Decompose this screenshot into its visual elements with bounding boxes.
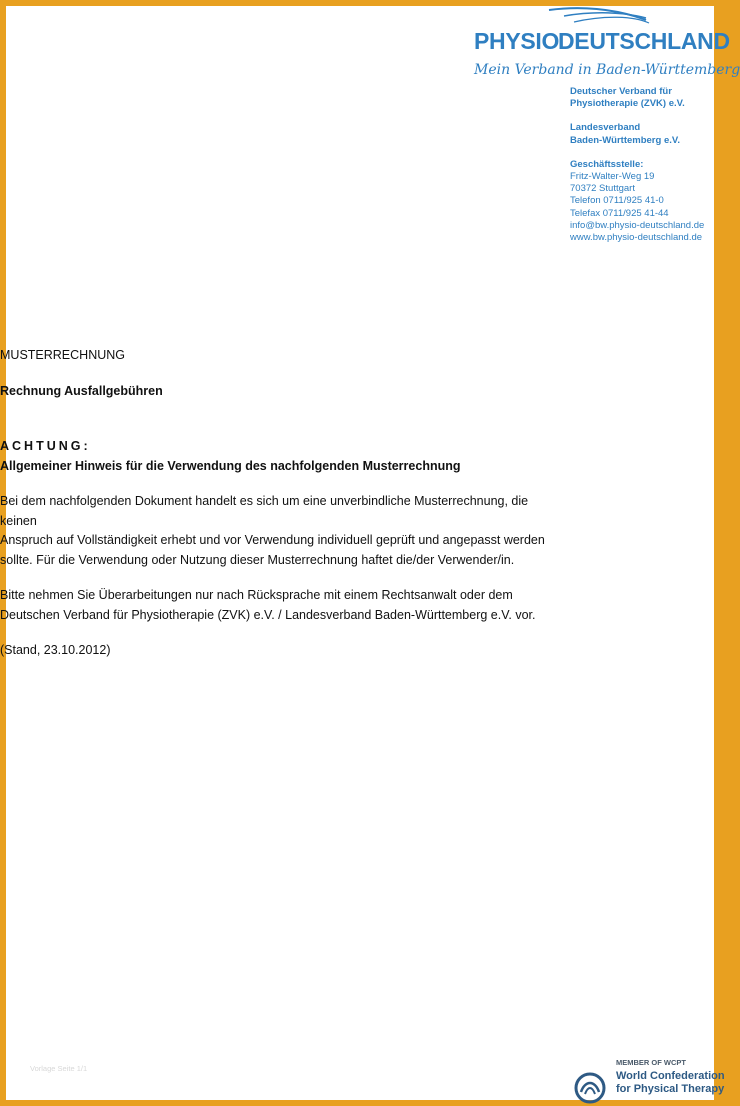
wcpt-globe-icon bbox=[572, 1072, 608, 1104]
document-label: MUSTERRECHNUNG bbox=[0, 348, 125, 362]
office-email: info@bw.physio-deutschland.de bbox=[570, 219, 705, 231]
document-page bbox=[0, 6, 740, 1100]
status-date: (Stand, 23.10.2012) bbox=[0, 643, 111, 657]
wcpt-member-label: MEMBER OF WCPT bbox=[616, 1058, 686, 1067]
paragraph1-line1: Bei dem nachfolgenden Dokument handelt es sich um eine unverbindliche Musterrechnung, die keinen bbox=[0, 494, 529, 528]
office-fax: Telefax 0711/925 41-44 bbox=[570, 207, 669, 219]
physio-deutschland-logo bbox=[474, 6, 740, 88]
lv-name-line1: Landesverband bbox=[570, 122, 641, 134]
sender-address-block bbox=[570, 86, 704, 244]
wcpt-org-name bbox=[616, 1070, 725, 1096]
paragraph1-line3: sollte. Für die Verwendung oder Nutzung dieser Musterrechnung haftet die/der Verwender/in. bbox=[0, 552, 515, 567]
document-body bbox=[0, 346, 560, 661]
footer-faint-text: Vorlage Seite 1/1 bbox=[30, 1064, 88, 1073]
logo-word-deutschland: DEUTSCHLAND bbox=[558, 28, 730, 54]
attention-heading: ACHTUNG: bbox=[0, 439, 91, 453]
logo-tagline: Mein Verband in Baden-Württemberg bbox=[474, 62, 740, 78]
paragraph1-line2: Anspruch auf Vollständigkeit erhebt und vor Verwendung individuell geprüft und angepasst werden bbox=[0, 533, 545, 547]
paragraph2-line1: Bitte nehmen Sie Überarbeitungen nur nach Rücksprache mit einem Rechtsanwalt oder dem bbox=[0, 588, 513, 602]
wcpt-org-line1: World Confederation bbox=[616, 1070, 725, 1082]
wcpt-org-line2: for Physical Therapy bbox=[616, 1083, 725, 1095]
paragraph2-line2: Deutschen Verband für Physiotherapie (ZVK) e.V. / Landesverband Baden-Württemberg e.V. vor. bbox=[0, 607, 536, 622]
office-phone: Telefon 0711/925 41-0 bbox=[570, 195, 664, 207]
lv-name-line2: Baden-Württemberg e.V. bbox=[570, 134, 680, 146]
org-name-line1: Deutscher Verband für bbox=[570, 86, 672, 97]
office-label: Geschäftsstelle: bbox=[570, 158, 644, 170]
office-street: Fritz-Walter-Weg 19 bbox=[570, 171, 655, 183]
office-web: www.bw.physio-deutschland.de bbox=[570, 232, 703, 244]
wcpt-membership-badge bbox=[572, 1056, 725, 1106]
org-name-line2: Physiotherapie (ZVK) e.V. bbox=[570, 98, 685, 110]
logo-word-physio: PHYSIO bbox=[474, 28, 560, 54]
office-city: 70372 Stuttgart bbox=[570, 183, 635, 195]
notice-heading: Allgemeiner Hinweis für die Verwendung des nachfolgenden Musterrechnung bbox=[0, 458, 461, 473]
document-title: Rechnung Ausfallgebühren bbox=[0, 383, 163, 398]
